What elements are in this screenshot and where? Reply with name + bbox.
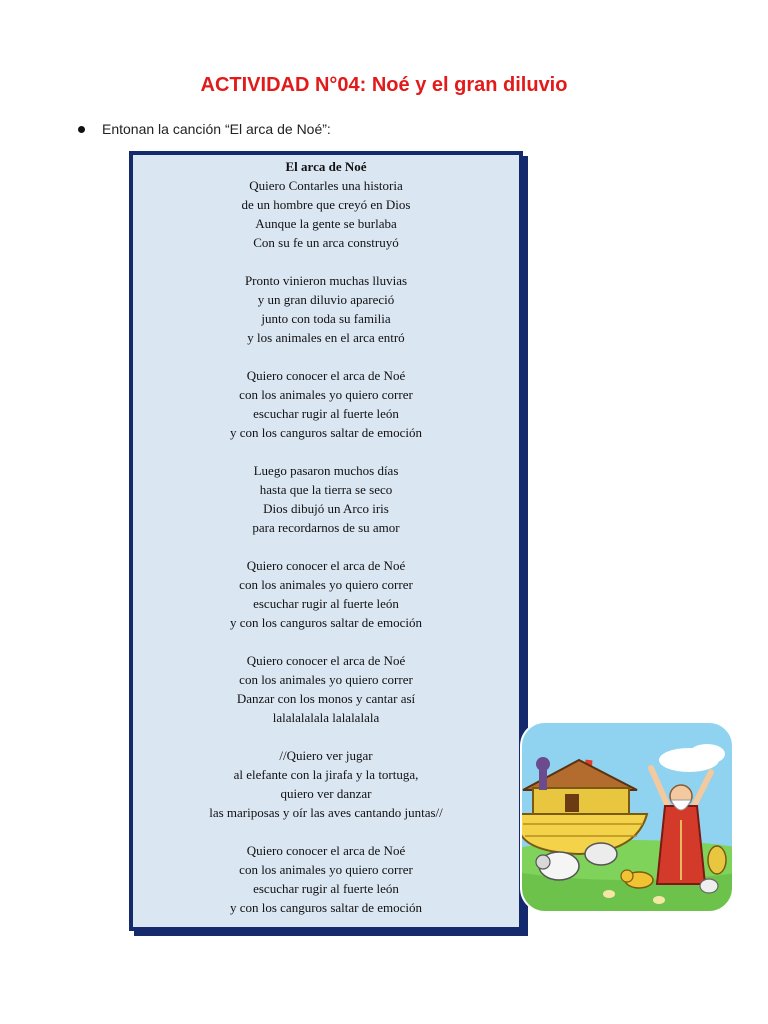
song-line: Quiero conocer el arca de Noé <box>246 653 406 668</box>
noah-ark-illustration <box>519 720 735 914</box>
song-line: Quiero conocer el arca de Noé <box>246 558 406 573</box>
song-lyrics <box>133 157 519 936</box>
page-title: ACTIVIDAD N°04: Noé y el gran diluvio <box>200 74 568 96</box>
song-line: junto con toda su familia <box>261 311 391 326</box>
song-line: Pronto vinieron muchas lluvias <box>244 273 408 288</box>
song-line: Quiero conocer el arca de Noé <box>246 368 406 383</box>
song-line: Dios dibujó un Arco iris <box>263 501 389 516</box>
song-lyrics-box <box>129 151 523 931</box>
song-line: escuchar rugir al fuerte león <box>253 881 399 896</box>
song-line: Danzar con los monos y cantar así <box>236 691 416 706</box>
song-line: y con los canguros saltar de emoción <box>229 900 423 915</box>
song-line: lalalalalala lalalalala <box>272 710 380 725</box>
instruction-item <box>78 121 331 137</box>
instruction-text: Entonan la canción “El arca de Noé”: <box>102 121 331 137</box>
song-line: con los animales yo quiero correr <box>239 672 413 687</box>
song-line: Quiero Contarles una historia <box>249 178 403 193</box>
song-line: Con su fe un arca construyó <box>253 235 399 250</box>
song-line: //Quiero ver jugar <box>279 748 373 763</box>
song-stanza <box>133 461 519 537</box>
song-heading: El arca de Noé <box>285 159 367 174</box>
song-line: para recordarnos de su amor <box>252 520 400 535</box>
song-line: escuchar rugir al fuerte león <box>253 596 399 611</box>
song-line: de un hombre que creyó en Dios <box>241 197 411 212</box>
song-line: al elefante con la jirafa y la tortuga, <box>233 767 419 782</box>
song-line: escuchar rugir al fuerte león <box>253 406 399 421</box>
song-line: y un gran diluvio apareció <box>257 292 395 307</box>
song-line: y con los canguros saltar de emoción <box>229 615 423 630</box>
song-line: con los animales yo quiero correr <box>239 577 413 592</box>
song-stanza <box>133 176 519 252</box>
song-stanza <box>133 651 519 727</box>
song-stanza <box>133 746 519 822</box>
song-line: Luego pasaron muchos días <box>253 463 399 478</box>
song-line: las mariposas y oír las aves cantando juntas// <box>209 805 443 820</box>
song-stanza <box>133 366 519 442</box>
song-line: Aunque la gente se burlaba <box>255 216 397 231</box>
song-stanza <box>133 271 519 347</box>
song-line: quiero ver danzar <box>280 786 372 801</box>
song-line: con los animales yo quiero correr <box>239 387 413 402</box>
song-line: y con los canguros saltar de emoción <box>229 425 423 440</box>
song-line: y los animales en el arca entró <box>247 330 405 345</box>
song-stanza <box>133 556 519 632</box>
song-stanza <box>133 841 519 917</box>
song-line: hasta que la tierra se seco <box>259 482 393 497</box>
song-line: Quiero conocer el arca de Noé <box>246 843 406 858</box>
bullet-icon <box>78 126 85 133</box>
song-line: con los animales yo quiero correr <box>239 862 413 877</box>
